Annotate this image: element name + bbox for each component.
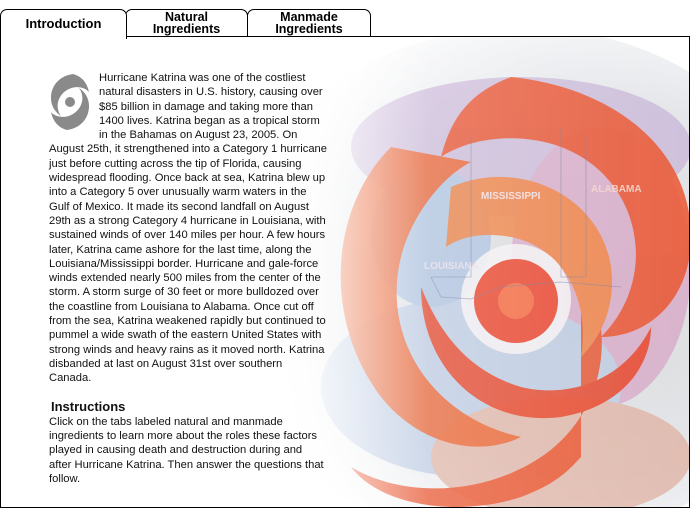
tab-natural-label-line1: Natural <box>164 10 209 24</box>
tab-manmade-ingredients[interactable] <box>247 9 371 37</box>
introduction-panel <box>0 36 690 508</box>
tab-bar <box>0 0 690 38</box>
instructions-text: Click on the tabs labeled natural and manmade ingredients to learn more about the roles these factors played in causing death and destruction during and after Hurricane Katrina. Then answer the questions that follow. <box>49 415 324 486</box>
tab-manmade-label-line2: Ingredients <box>275 22 343 36</box>
instructions-heading: Instructions <box>51 398 126 414</box>
tab-introduction-label: Introduction <box>25 16 102 31</box>
tab-introduction[interactable] <box>0 9 127 39</box>
tab-natural-label-line2: Ingredients <box>152 22 221 36</box>
introduction-text: Hurricane Katrina was one of the costliest natural disasters in U.S. history, causing over $85 billion in damage and taking more than 1400 lives. Katrina began as a tropical storm in the Bahamas on August 23, 2005. On August 25th, it strengthened into a Category 1 hurricane just before cutting across the tip of Florida, causing widespread flooding. Once back at sea, Katrina blew up into a Category 5 over unusually warm waters in the Gulf of Mexico. It made its second landfall on August 29th as a strong Category 4 hurricane in Louisiana, with sustained winds of over 140 miles per hour. A few hours later, Katrina came ashore for the last time, along the Louisiana/Mississippi border. Hurricane and gale-force winds extended nearly 500 miles from the center of the storm. A storm surge of 30 feet or more bulldozed over the coastline from Louisiana to Alabama. Once cut off from the sea, Katrina weakened rapidly but continued to pummel a wide swath of the eastern United States with strong winds and heavy rains as it moved north. Katrina disbanded at last on August 31st over southern Canada. <box>49 72 327 385</box>
tab-manmade-label-line1: Manmade <box>280 10 338 24</box>
tab-natural-ingredients[interactable] <box>125 9 248 37</box>
content-column <box>49 71 327 486</box>
hurricane-icon <box>45 72 95 132</box>
